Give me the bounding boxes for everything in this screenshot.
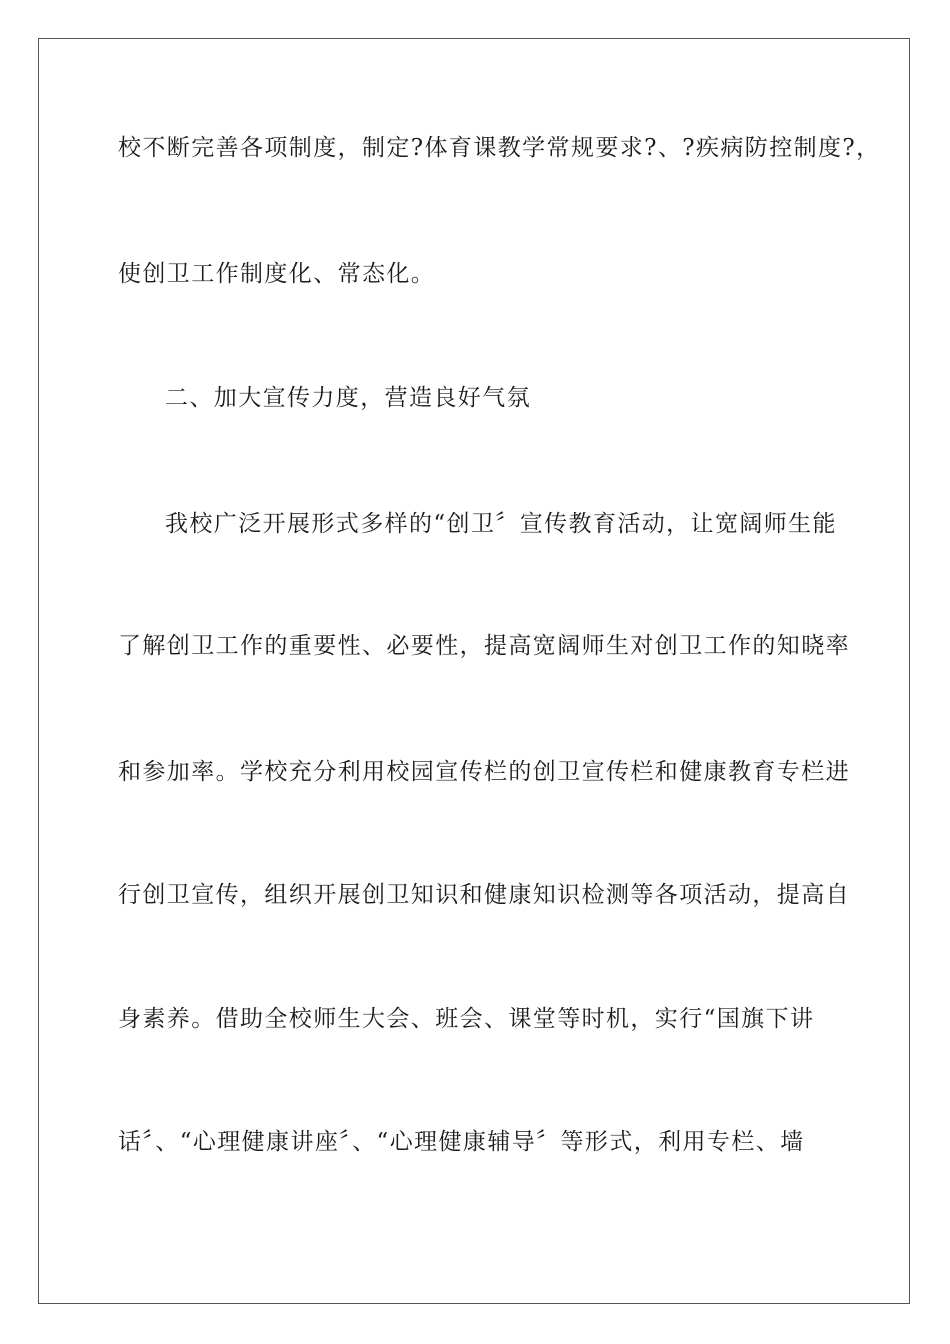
text-line-8: 身素养。借助全校师生大会、班会、课堂等时机，实行“国旗下讲 — [118, 1006, 815, 1032]
text-line-9: 话〞、“心理健康讲座〞、“心理健康辅导〞等形式，利用专栏、墙 — [118, 1129, 805, 1155]
section-heading: 二、加大宣传力度，营造良好气氛 — [165, 385, 531, 411]
page-border — [38, 38, 910, 1304]
text-line-7: 行创卫宣传，组织开展创卫知识和健康知识检测等各项活动，提高自 — [118, 882, 850, 908]
text-line-2: 使创卫工作制度化、常态化。 — [118, 261, 436, 287]
text-line-5: 了解创卫工作的重要性、必要性，提高宽阔师生对创卫工作的知晓率 — [118, 633, 850, 659]
text-line-6: 和参加率。学校充分利用校园宣传栏的创卫宣传栏和健康教育专栏进 — [118, 759, 850, 785]
text-line-4: 我校广泛开展形式多样的“创卫〞宣传教育活动，让宽阔师生能 — [165, 511, 837, 537]
text-line-1: 校不断完善各项制度，制定?体育课教学常规要求?、?疾病防控制度?， — [118, 135, 881, 161]
